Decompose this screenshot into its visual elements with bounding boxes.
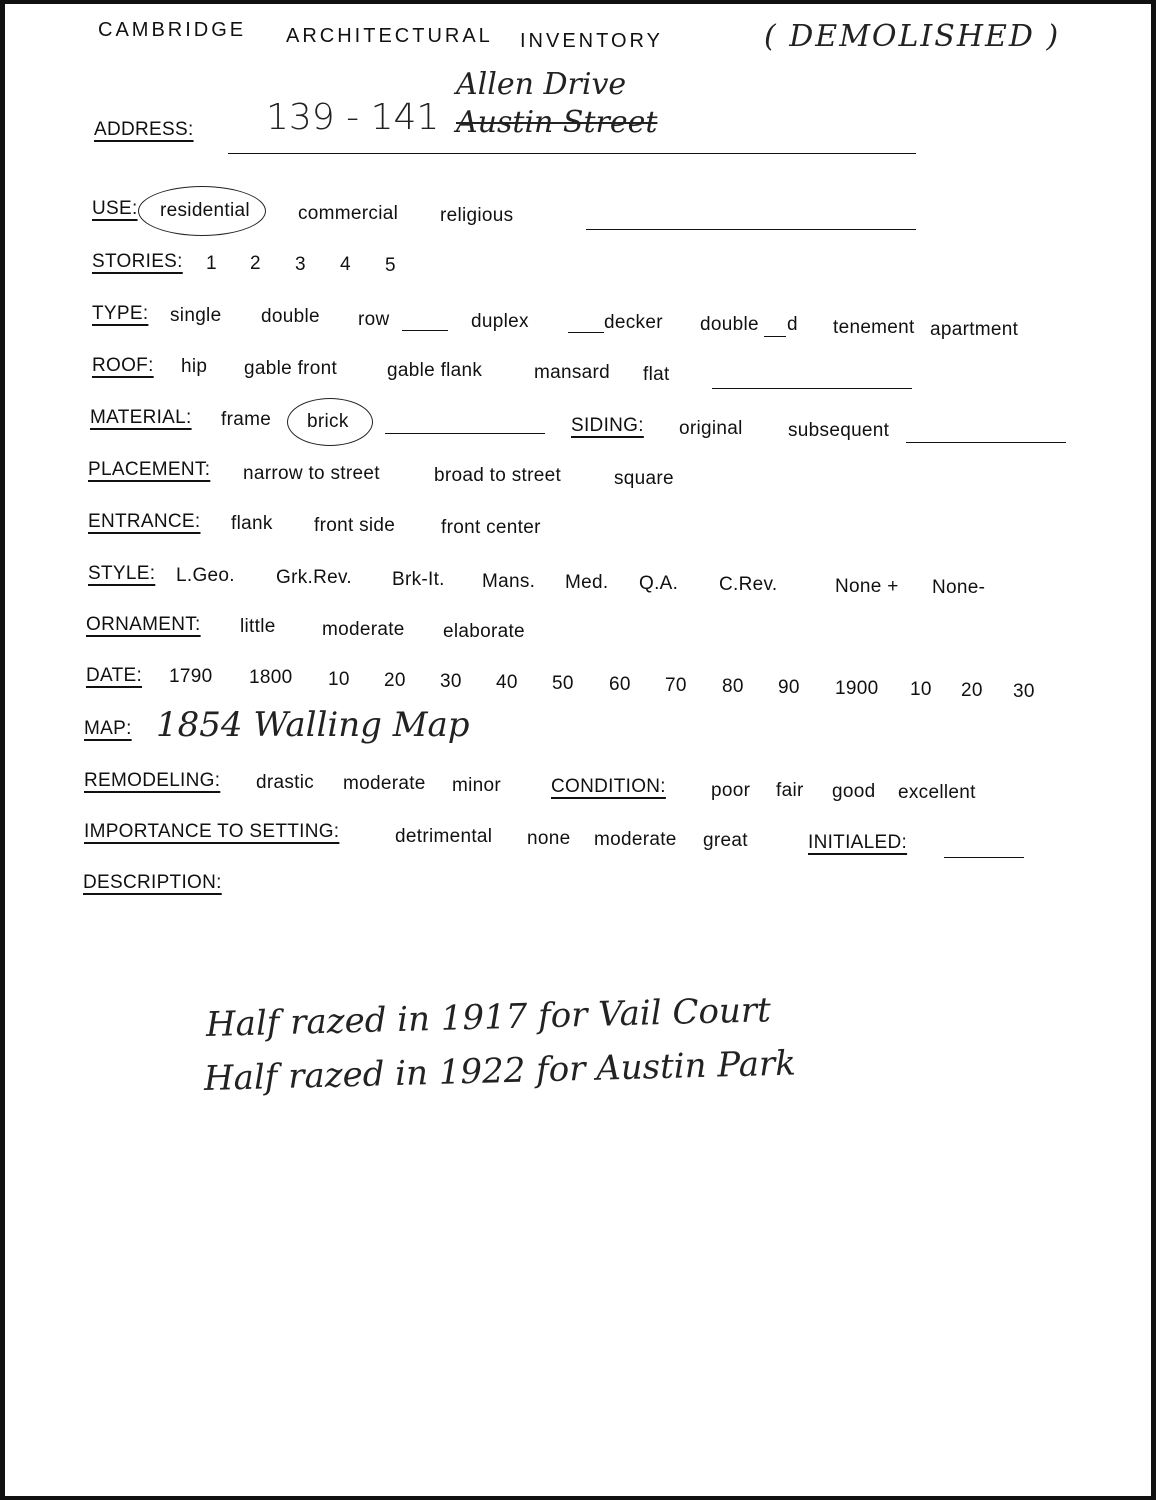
date-option-1830: 30 (440, 671, 462, 692)
ornament-label: ORNAMENT: (86, 614, 201, 635)
address-street-struck: Austin Street (456, 105, 658, 140)
roof-option-mansard: mansard (534, 362, 611, 383)
style-option-none-plus: None + (835, 576, 899, 597)
siding-other-blank (906, 442, 1066, 443)
remodeling-option-moderate: moderate (343, 773, 426, 794)
description-label: DESCRIPTION: (83, 872, 222, 893)
description-line-1: Half razed in 1917 for Vail Court (205, 990, 772, 1045)
style-option-none-minus: None- (932, 577, 986, 598)
entrance-option-front-side: front side (314, 515, 396, 536)
stories-option-1: 1 (206, 253, 217, 274)
placement-label: PLACEMENT: (88, 459, 211, 480)
roof-other-blank (712, 388, 912, 389)
use-option-residential: residential (160, 200, 250, 221)
demolished-note: ( DEMOLISHED ) (764, 19, 1061, 54)
style-option-brkit: Brk-It. (392, 569, 445, 590)
date-option-1860: 60 (609, 674, 631, 695)
siding-option-subsequent: subsequent (788, 420, 890, 441)
importance-label: IMPORTANCE TO SETTING: (84, 821, 340, 842)
placement-option-narrow: narrow to street (243, 463, 380, 484)
entrance-label: ENTRANCE: (88, 511, 201, 532)
roof-option-gable-flank: gable flank (387, 360, 483, 381)
material-option-frame: frame (221, 409, 272, 430)
importance-option-moderate: moderate (594, 829, 677, 850)
scan-edge-bottom (0, 1496, 1156, 1500)
header-architectural: ARCHITECTURAL (286, 25, 493, 47)
stories-option-5: 5 (385, 255, 396, 276)
date-option-1880: 80 (722, 676, 744, 697)
type-option-tenement: tenement (833, 317, 915, 338)
description-line-2: Half razed in 1922 for Austin Park (203, 1043, 797, 1099)
type-option-double-decker: double (700, 314, 759, 335)
date-option-1930: 30 (1013, 681, 1035, 702)
type-option-double: double (261, 306, 320, 327)
style-option-mans: Mans. (482, 571, 536, 592)
date-option-1850: 50 (552, 673, 574, 694)
date-option-1890: 90 (778, 677, 800, 698)
condition-option-poor: poor (711, 780, 751, 801)
ornament-option-little: little (240, 616, 276, 637)
stories-option-3: 3 (295, 254, 306, 275)
use-label: USE: (92, 198, 138, 219)
entrance-option-front-center: front center (441, 517, 541, 538)
type-option-single: single (170, 305, 222, 326)
material-other-blank (385, 433, 545, 434)
style-option-med: Med. (565, 572, 609, 593)
date-option-1900: 1900 (835, 678, 879, 699)
address-number: 139 - 141 (266, 97, 440, 138)
address-street-correction: Allen Drive (456, 67, 627, 102)
importance-option-great: great (703, 830, 748, 851)
importance-option-detrimental: detrimental (395, 826, 493, 847)
placement-option-square: square (614, 468, 674, 489)
scan-edge-right (1151, 0, 1156, 1500)
siding-option-original: original (679, 418, 743, 439)
ornament-option-moderate: moderate (322, 619, 405, 640)
map-value: 1854 Walling Map (156, 705, 470, 745)
style-label: STYLE: (88, 563, 156, 584)
stories-option-4: 4 (340, 254, 351, 275)
date-option-1810: 10 (328, 669, 350, 690)
type-option-duplex: duplex (471, 311, 529, 332)
siding-label: SIDING: (571, 415, 644, 436)
style-option-lgeo: L.Geo. (176, 565, 235, 586)
date-label: DATE: (86, 665, 143, 686)
entrance-option-flank: flank (231, 513, 273, 534)
address-label: ADDRESS: (94, 119, 194, 140)
material-label: MATERIAL: (90, 407, 192, 428)
scan-edge-left (0, 0, 5, 1500)
style-option-crev: C.Rev. (719, 574, 778, 595)
type-option-decker: decker (604, 312, 663, 333)
use-option-religious: religious (440, 205, 514, 226)
date-option-1840: 40 (496, 672, 518, 693)
stories-option-2: 2 (250, 253, 261, 274)
importance-option-none: none (527, 828, 571, 849)
type-option-apartment: apartment (930, 319, 1019, 340)
stories-label: STORIES: (92, 251, 183, 272)
roof-option-hip: hip (181, 356, 208, 377)
type-label: TYPE: (92, 303, 149, 324)
use-other-blank (586, 229, 916, 230)
type-row-blank (402, 330, 448, 331)
ornament-option-elaborate: elaborate (443, 621, 525, 642)
type-double-d-blank (764, 336, 786, 337)
initialed-label: INITIALED: (808, 832, 908, 853)
scan-edge-top (0, 0, 1156, 4)
remodeling-option-drastic: drastic (256, 772, 315, 793)
date-option-1820: 20 (384, 670, 406, 691)
condition-label: CONDITION: (551, 776, 666, 797)
type-decker-blank (568, 332, 604, 333)
date-option-1920: 20 (961, 680, 983, 701)
style-option-grkrev: Grk.Rev. (276, 567, 352, 588)
condition-option-good: good (832, 781, 876, 802)
remodeling-option-minor: minor (452, 775, 502, 796)
placement-option-broad: broad to street (434, 465, 562, 486)
style-option-qa: Q.A. (639, 573, 679, 594)
type-option-d: d (787, 314, 798, 335)
date-option-1910: 10 (910, 679, 932, 700)
map-label: MAP: (84, 718, 132, 739)
roof-option-gable-front: gable front (244, 358, 338, 379)
date-option-1790: 1790 (169, 666, 213, 687)
address-line (228, 153, 916, 154)
condition-option-fair: fair (776, 780, 804, 801)
use-option-commercial: commercial (298, 203, 399, 224)
remodeling-label: REMODELING: (84, 770, 221, 791)
roof-label: ROOF: (92, 355, 154, 376)
date-option-1870: 70 (665, 675, 687, 696)
header-inventory: INVENTORY (520, 30, 663, 52)
type-option-row: row (358, 309, 390, 330)
material-option-brick: brick (307, 411, 349, 432)
roof-option-flat: flat (643, 364, 670, 385)
header-cambridge: CAMBRIDGE (98, 19, 247, 41)
date-option-1800: 1800 (249, 667, 293, 688)
initialed-blank (944, 857, 1024, 858)
condition-option-excellent: excellent (898, 782, 976, 803)
